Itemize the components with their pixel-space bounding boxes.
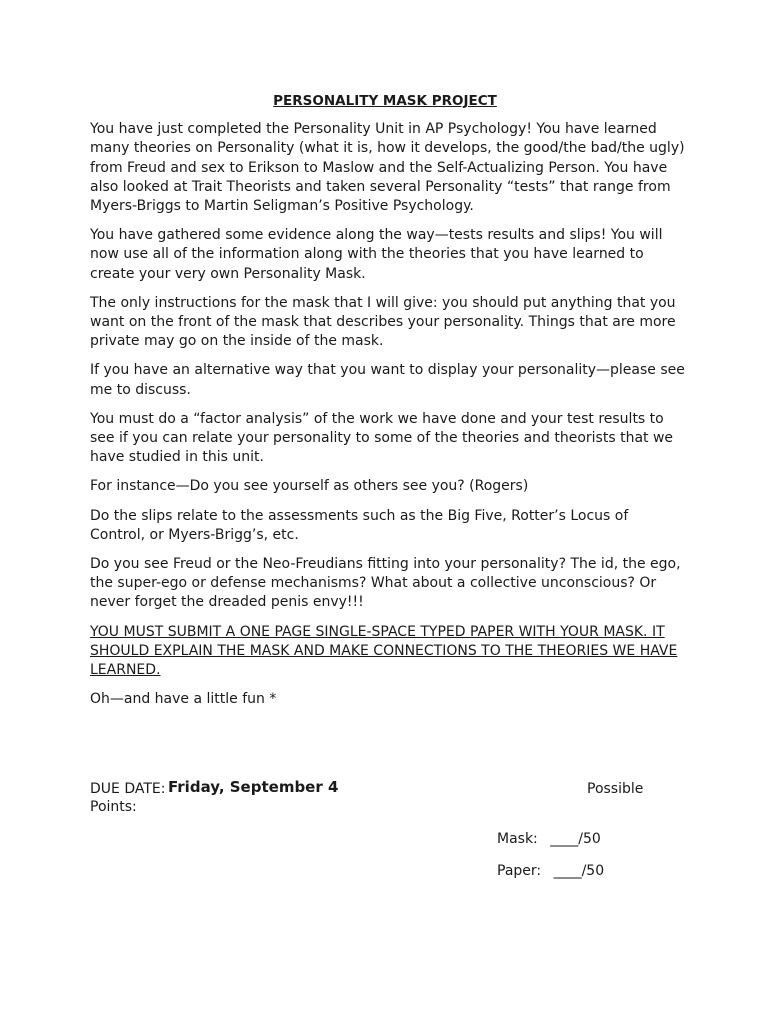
paragraph-line: never forget the dreaded penis envy!!! <box>90 594 364 611</box>
paragraph-line: You must do a “factor analysis” of the work we have done and your test results to <box>90 410 664 427</box>
paragraph-line: from Freud and sex to Erikson to Maslow and the Self-Actualizing Person. You have <box>90 159 668 176</box>
paragraph-line: private may go on the inside of the mask. <box>90 333 384 350</box>
score-row-paper <box>497 863 604 879</box>
paragraph-freud <box>90 555 680 613</box>
due-date-row <box>90 778 680 815</box>
paragraph-line: The only instructions for the mask that I will give: you should put anything that you <box>90 294 676 311</box>
paragraph-slips <box>90 507 680 545</box>
requirement-line: SHOULD EXPLAIN THE MASK AND MAKE CONNECTIONS TO THE THEORIES WE HAVE <box>90 642 678 659</box>
paragraph-line: also looked at Trait Theorists and taken several Personality “tests” that range from <box>90 178 671 195</box>
score-blank: ____/50 <box>550 831 601 847</box>
paragraph-line: Control, or Myers-Brigg’s, etc. <box>90 526 299 543</box>
requirement-line: YOU MUST SUBMIT A ONE PAGE SINGLE-SPACE TYPED PAPER WITH YOUR MASK. IT <box>90 623 665 640</box>
paragraph-line: have studied in this unit. <box>90 449 264 466</box>
closing-line <box>90 690 680 709</box>
requirement-period: . <box>156 662 161 679</box>
due-date-label: DUE DATE: <box>90 781 166 797</box>
requirement-paragraph <box>90 623 680 681</box>
paragraph-line: want on the front of the mask that describes your personality. Things that are more <box>90 314 676 331</box>
score-label: Mask: <box>497 831 538 847</box>
paragraph-for-instance <box>90 477 680 496</box>
score-row-mask <box>497 831 601 847</box>
paragraph-line: Myers-Briggs to Martin Seligman’s Positive Psychology. <box>90 198 474 215</box>
closing-text: Oh—and have a little fun * <box>90 691 277 708</box>
paragraph-line: If you have an alternative way that you want to display your personality—please see <box>90 362 685 379</box>
points-label: Points: <box>90 799 137 815</box>
paragraph-line: Do you see Freud or the Neo-Freudians fitting into your personality? The id, the ego, <box>90 556 681 573</box>
document-body <box>90 92 685 719</box>
due-date-value: Friday, September 4 <box>168 778 339 796</box>
requirement-line-last <box>90 661 680 680</box>
possible-label: Possible <box>587 781 644 797</box>
due-date-section <box>90 778 680 815</box>
score-blank: ____/50 <box>553 863 605 879</box>
requirement-line-text: LEARNED <box>90 662 157 679</box>
paragraph-intro <box>90 120 685 216</box>
paragraph-line: me to discuss. <box>90 381 191 398</box>
paragraph-factor-analysis <box>90 410 680 468</box>
paragraph-evidence <box>90 226 680 284</box>
paragraph-line: You have gathered some evidence along the way—tests results and slips! You will <box>90 227 663 244</box>
paragraph-line: now use all of the information along with the theories that you have learned to <box>90 246 644 263</box>
paragraph-line: see if you can relate your personality to some of the theories and theorists that we <box>90 430 674 447</box>
paragraph-line: the super-ego or defense mechanisms? What about a collective unconscious? Or <box>90 575 657 592</box>
score-label: Paper: <box>497 863 542 879</box>
paragraph-line: many theories on Personality (what it is, how it develops, the good/the bad/the ugly) <box>90 140 685 157</box>
paragraph-line: Do the slips relate to the assessments such as the Big Five, Rotter’s Locus of <box>90 507 629 524</box>
paragraph-alternative <box>90 361 685 399</box>
paragraph-instructions <box>90 294 680 352</box>
paragraph-line: You have just completed the Personality Unit in AP Psychology! You have learned <box>90 121 657 138</box>
paragraph-line: create your very own Personality Mask. <box>90 265 366 282</box>
paragraph-line: For instance—Do you see yourself as others see you? (Rogers) <box>90 478 529 495</box>
document-title: PERSONALITY MASK PROJECT <box>273 93 497 109</box>
